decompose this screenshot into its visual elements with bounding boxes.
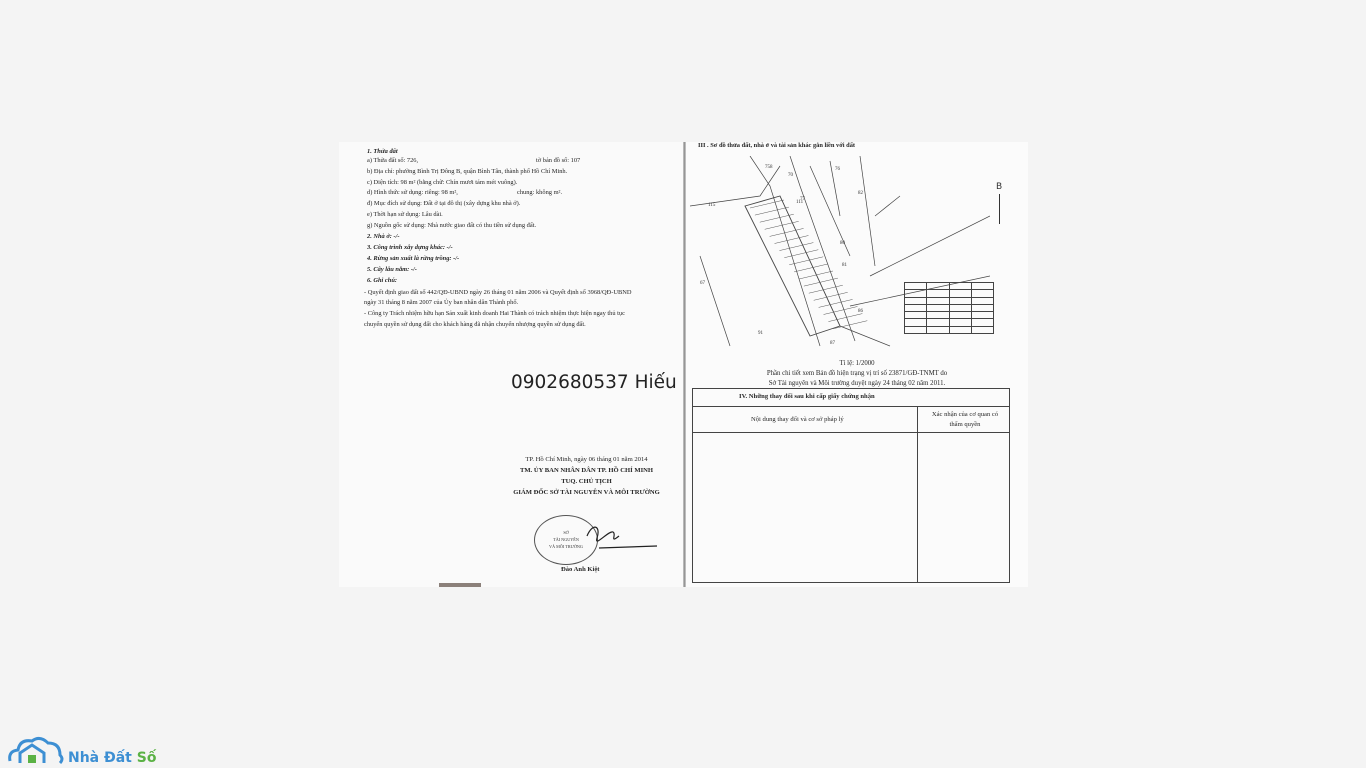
coordinate-cell	[971, 297, 993, 304]
map-label: 115	[708, 203, 716, 208]
signing-org: TM. ỦY BAN NHÂN DÂN TP. HỒ CHÍ MINH	[519, 467, 654, 474]
map-label: 81	[842, 263, 847, 268]
stamp-line: TÀI NGUYÊN	[553, 537, 579, 542]
coordinate-cell	[905, 290, 927, 297]
changes-col-content: Nội dung thay đổi và cơ sở pháp lý	[751, 416, 844, 423]
land-info-line: ngày 31 tháng 8 năm 2007 của Ủy ban nhân dân Thành phố.	[364, 299, 519, 306]
land-info-line: - Công ty Trách nhiệm hữu hạn Sản xuất kinh doanh Hai Thành có trách nhiệm thực hiện ngay thủ tục	[364, 310, 625, 317]
land-info-line: c) Diện tích: 98 m² (bằng chữ: Chín mươi tám mét vuông).	[367, 179, 518, 186]
map-label: 86	[858, 309, 863, 314]
map-sheet-number: tờ bản đồ số: 107	[536, 157, 581, 164]
logo-text	[68, 750, 156, 766]
phone-watermark: 0902680537 Hiếu	[511, 372, 677, 393]
certificate-page-left	[339, 142, 684, 587]
land-info-line: 4. Rừng sản xuất là rừng trồng: -/-	[367, 255, 460, 262]
coordinate-cell	[949, 297, 971, 304]
coordinate-cell	[949, 319, 971, 326]
land-info-line: 1. Thửa đất	[367, 148, 398, 155]
logo-text-b: Số	[136, 750, 157, 766]
coordinate-cell	[905, 312, 927, 319]
map-label: 67	[700, 281, 705, 286]
coordinate-cell	[971, 326, 993, 333]
coordinate-cell	[905, 297, 927, 304]
stamp-line: SỞ	[563, 530, 569, 535]
land-info-line: 6. Ghi chú:	[367, 277, 398, 284]
coordinate-cell	[927, 283, 949, 290]
signer-title: GIÁM ĐỐC SỞ TÀI NGUYÊN VÀ MÔI TRƯỜNG	[513, 489, 660, 496]
coordinate-cell	[927, 297, 949, 304]
land-info-line: - Quyết định giao đất số 442/QĐ-UBND ngày 26 tháng 01 năm 2006 và Quyết định số 3968/QĐ-UBND	[364, 289, 632, 296]
signer-name: Đào Anh Kiệt	[561, 566, 600, 573]
coordinate-cell	[971, 290, 993, 297]
north-arrow	[999, 194, 1000, 224]
changes-table	[692, 388, 1010, 583]
coordinate-cell	[949, 283, 971, 290]
coordinate-cell	[949, 312, 971, 319]
land-info-line: a) Thửa đất số: 726,	[367, 157, 419, 164]
map-label: 82	[858, 191, 863, 196]
shared-area: chung: không m².	[517, 189, 563, 196]
land-info-line: 5. Cây lâu năm: -/-	[367, 266, 417, 273]
north-indicator: B	[996, 182, 1003, 192]
land-info-line: d) Hình thức sử dụng: riêng: 98 m²,	[367, 189, 458, 196]
coordinate-cell	[949, 326, 971, 333]
scale-note	[686, 359, 1028, 388]
coordinate-table	[904, 282, 994, 334]
changes-title: IV. Những thay đổi sau khi cấp giấy chứng nhận	[739, 393, 875, 400]
changes-header-row	[693, 406, 1009, 433]
land-info-line: g) Nguồn gốc sử dụng: Nhà nước giao đất có thu tiền sử dụng đất.	[367, 222, 537, 229]
coordinate-cell	[927, 319, 949, 326]
land-info-line: b) Địa chỉ: phường Bình Trị Đông B, quận Bình Tân, thành phố Hồ Chí Minh.	[367, 168, 568, 175]
coordinate-cell	[949, 304, 971, 311]
coordinate-cell	[905, 304, 927, 311]
signing-date: TP. Hồ Chí Minh, ngày 06 tháng 01 năm 2014	[525, 456, 648, 463]
coordinate-cell	[971, 283, 993, 290]
stamp-line: VÀ MÔI TRƯỜNG	[549, 544, 583, 549]
changes-title-row	[693, 389, 1009, 407]
logo-text-a: Nhà Đất	[68, 750, 137, 766]
coordinate-cell	[927, 304, 949, 311]
coordinate-cell	[949, 290, 971, 297]
coordinate-cell	[905, 283, 927, 290]
coordinate-cell	[927, 326, 949, 333]
land-info-line: 2. Nhà ở: -/-	[367, 233, 400, 240]
land-info-line: e) Thời hạn sử dụng: Lâu dài.	[367, 211, 443, 218]
changes-column-divider	[917, 406, 918, 582]
map-label: 111	[796, 200, 804, 205]
coordinate-cell	[971, 304, 993, 311]
coordinate-cell	[905, 326, 927, 333]
land-info-line: đ) Mục đích sử dụng: Đất ở tại đô thị (xây dựng khu nhà ở).	[367, 200, 521, 207]
map-label: 77	[800, 197, 805, 202]
signature-block	[489, 454, 684, 498]
signing-authority: TUQ. CHỦ TỊCH	[561, 478, 612, 485]
handwritten-signature	[579, 518, 659, 554]
map-label: 91	[758, 331, 763, 336]
scale-detail: Phần chi tiết xem Bản đồ hiện trạng vị trí số 23871/GĐ-TNMT do	[766, 369, 948, 377]
coordinate-cell	[927, 290, 949, 297]
map-label: 80	[840, 241, 845, 246]
section-header-diagram: III . Sơ đồ thửa đất, nhà ở và tài sản khác gắn liền với đất	[698, 142, 856, 149]
coordinate-cell	[905, 319, 927, 326]
map-label: 87	[830, 341, 835, 346]
certificate-scan	[339, 142, 1028, 587]
map-label: 76	[835, 167, 840, 172]
changes-col-approval: Xác nhận của cơ quan có thẩm quyền	[931, 411, 999, 428]
certificate-page-right	[686, 142, 1028, 587]
scale-approval: Sở Tài nguyên và Môi trường duyệt ngày 24 tháng 02 năm 2011.	[768, 379, 946, 387]
scale-ratio: Tỉ lệ: 1/2000	[839, 360, 875, 367]
coordinate-cell	[971, 319, 993, 326]
land-info-line: chuyển quyền sử dụng đất cho khách hàng đã nhận chuyển nhượng quyền sử dụng đất.	[364, 321, 586, 328]
coordinate-cell	[971, 312, 993, 319]
land-info-line: 3. Công trình xây dựng khác: -/-	[367, 244, 453, 251]
map-label: 758	[765, 165, 773, 170]
coordinate-cell	[927, 312, 949, 319]
map-label: 70	[788, 173, 793, 178]
redaction-box	[439, 583, 481, 587]
